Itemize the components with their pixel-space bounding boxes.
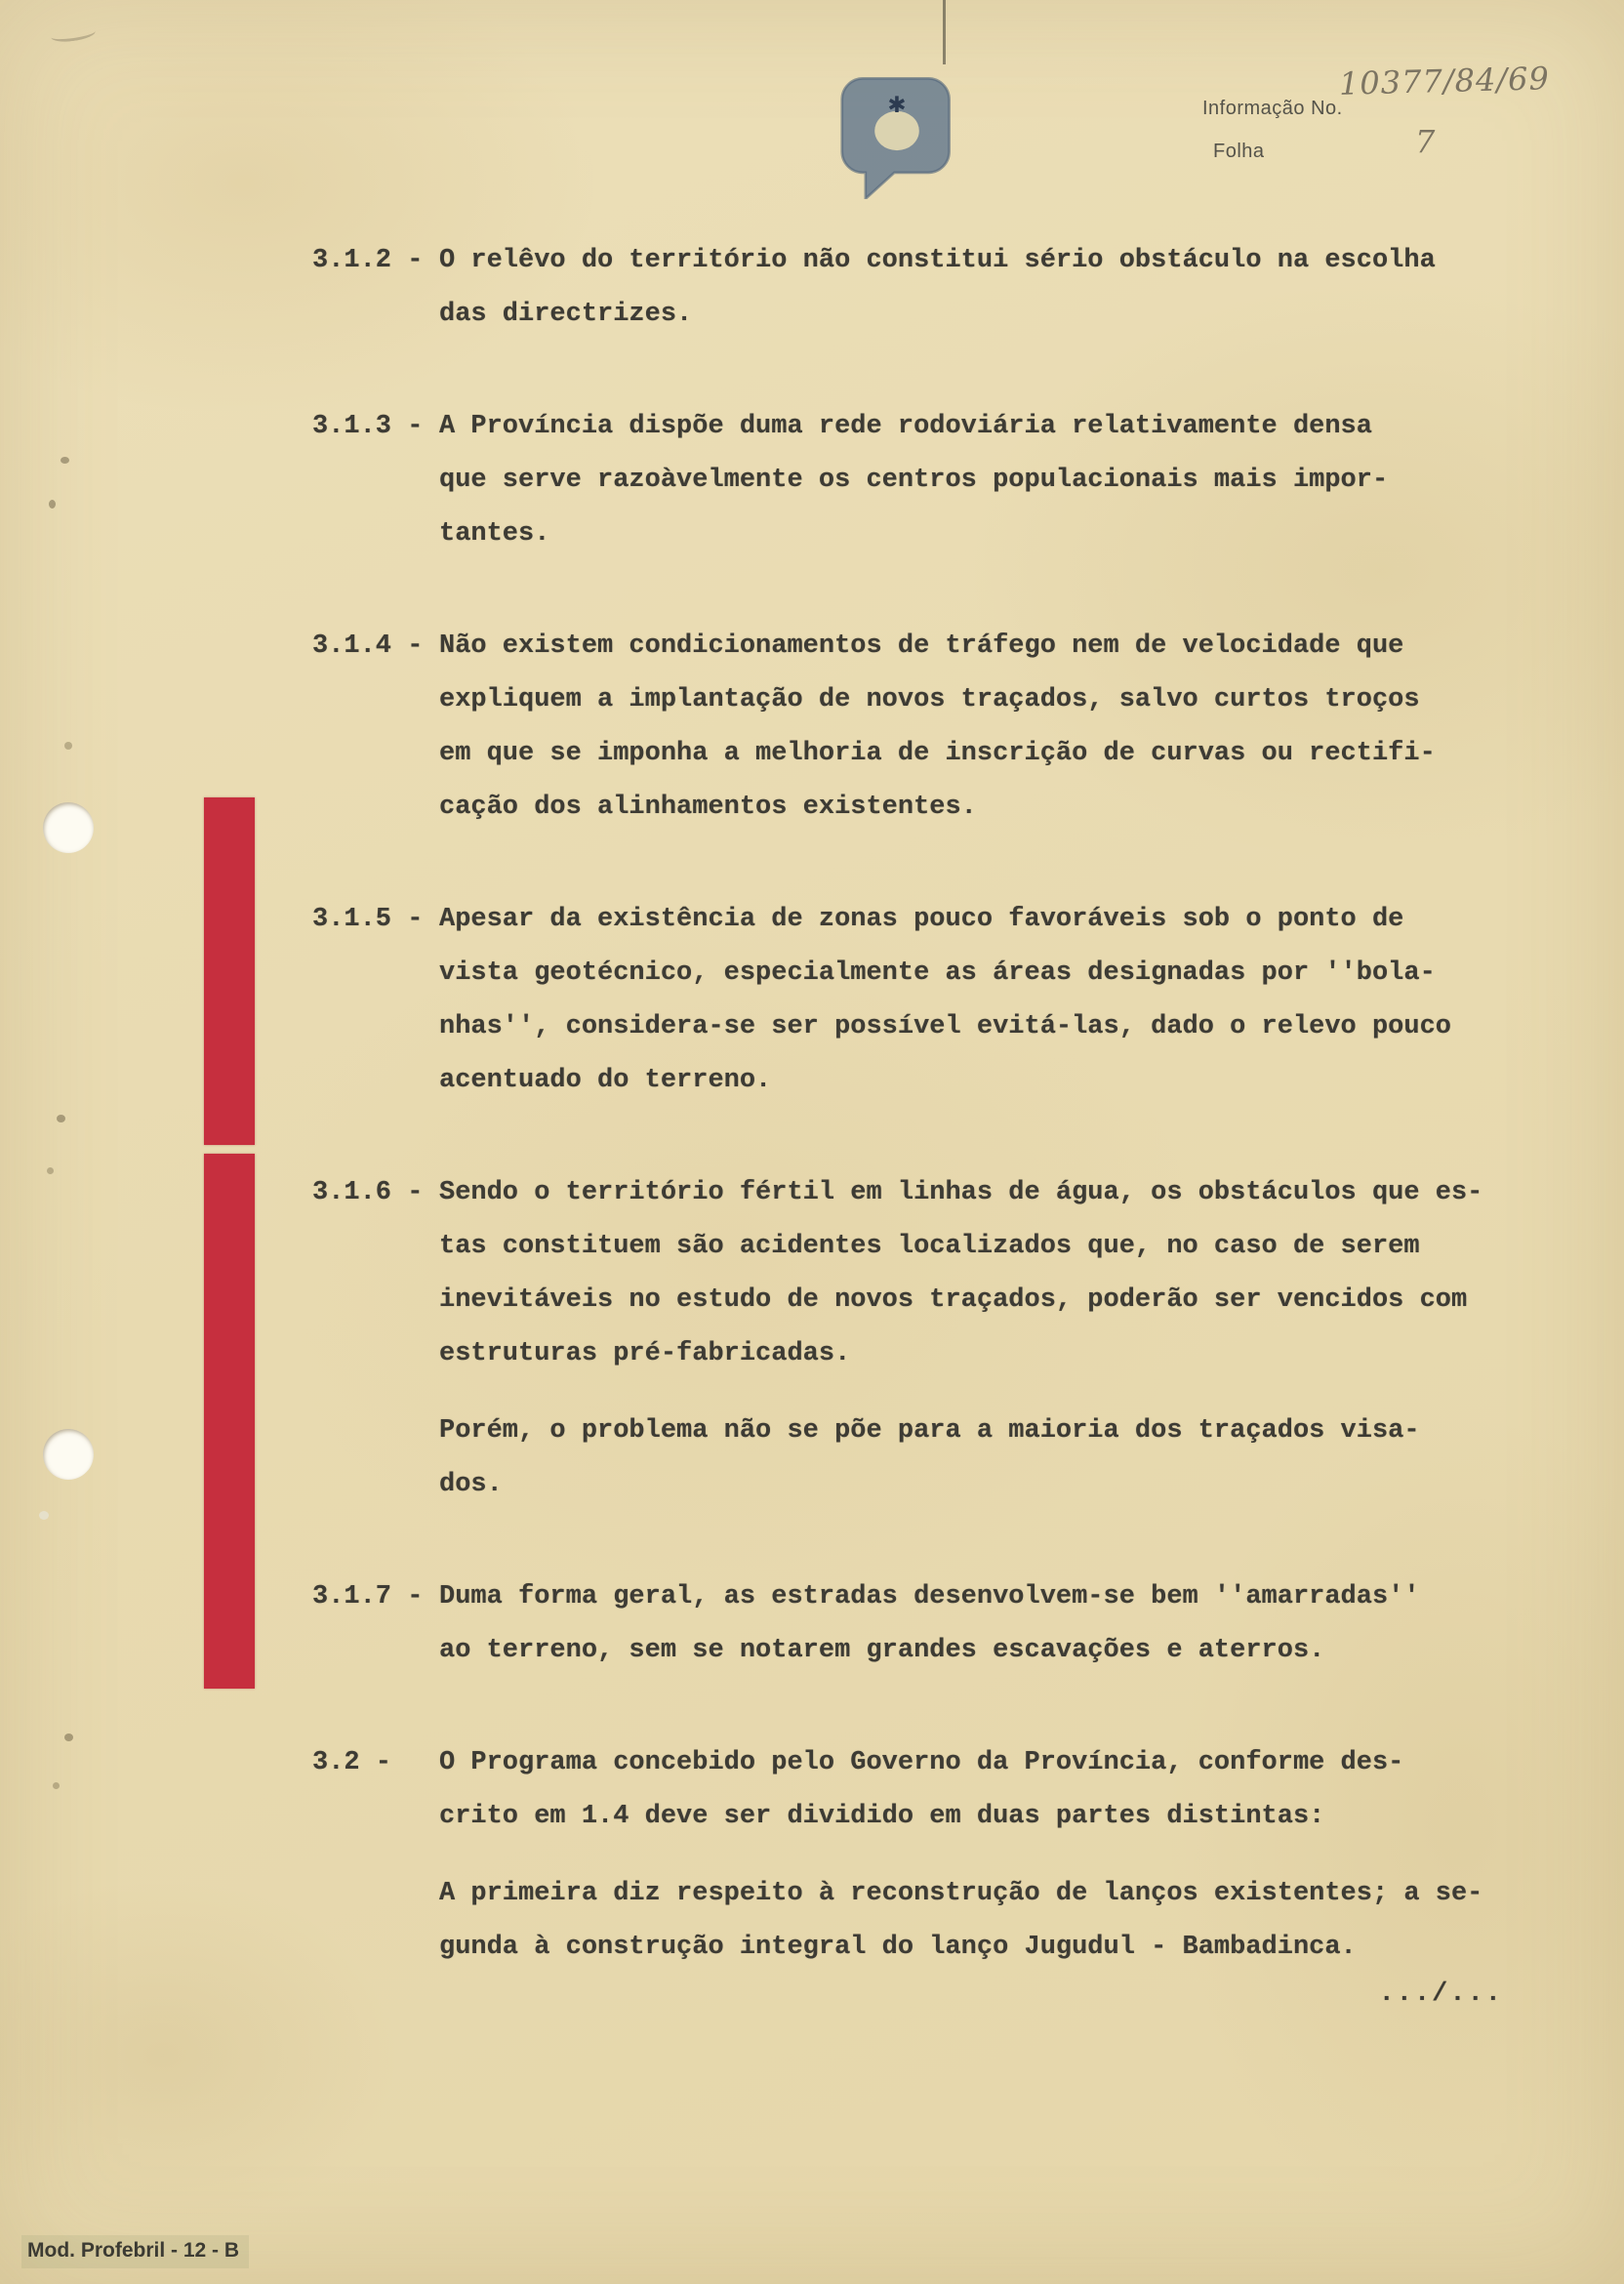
paragraph-main-text: O Programa concebido pelo Governo da Província, conforme des- crito em 1.4 deve ser dividido em duas partes distintas:: [439, 1748, 1404, 1831]
pencil-scribble: [50, 24, 97, 44]
asterisk-stamp-icon: [832, 70, 962, 199]
paragraph-sub-text: Porém, o problema não se põe para a maioria dos traçados visa- dos.: [439, 1416, 1420, 1499]
paragraph-3-2: [312, 1736, 1552, 1975]
paper-speck: [49, 500, 56, 509]
svg-text:✱: ✱: [888, 88, 906, 122]
stamp-logo: [832, 70, 962, 199]
red-margin-bar-top: [204, 797, 255, 1145]
paragraph-number: 3.2 -: [312, 1748, 392, 1777]
paragraph-3-1-5: [312, 893, 1552, 1108]
punch-hole: [43, 802, 94, 853]
informacao-label: Informação No.: [1202, 98, 1343, 119]
paper-speck: [53, 1782, 60, 1789]
paragraph-number: 3.1.7 -: [312, 1582, 424, 1611]
paragraph-number: 3.1.6 -: [312, 1178, 424, 1207]
form-model-label: Mod. Profebril - 12 - B: [21, 2235, 249, 2268]
paragraph-number: 3.1.3 -: [312, 412, 424, 441]
paper-speck: [64, 1733, 73, 1741]
paragraph-sub-text: A primeira diz respeito à reconstrução de lanços existentes; a se- gunda à construção integral do lanço Jugudul - Bambadinca.: [439, 1879, 1483, 1962]
folha-number: 7: [1415, 123, 1437, 160]
paragraph-3-1-3: [312, 400, 1552, 561]
fold-mark: [943, 0, 946, 64]
paragraph-text: O relêvo do território não constitui sério obstáculo na escolha das directrizes.: [439, 246, 1436, 329]
paper-speck: [57, 1115, 65, 1122]
paragraph-number: 3.1.4 -: [312, 632, 424, 661]
paragraph-3-1-2: [312, 234, 1552, 342]
paragraph-text: Apesar da existência de zonas pouco favoráveis sob o ponto de vista geotécnico, especialmente as áreas designadas por ''bola- nhas'', considera-se ser possível evitá-las, dado o relevo pouco acentuado do terreno.: [439, 905, 1451, 1095]
folha-label: Folha: [1213, 141, 1265, 162]
document-body: [312, 234, 1552, 2033]
red-margin-bar-bottom: [204, 1154, 255, 1689]
paragraph-main-text: Sendo o território fértil em linhas de água, os obstáculos que es- tas constituem são acidentes localizados que, no caso de serem inevitáveis no estudo de novos traçados, poderão ser vencidos com estruturas pré-fabricadas.: [439, 1178, 1483, 1368]
paragraph-text: Não existem condicionamentos de tráfego nem de velocidade que expliquem a implantação de novos traçados, salvo curtos troços em que se imponha a melhoria de inscrição de curvas ou rectifi- cação dos alinhamentos existentes.: [439, 632, 1436, 822]
continuation-mark: .../...: [1378, 1979, 1503, 2009]
punch-hole: [43, 1429, 94, 1480]
paragraph-text: [439, 1166, 1552, 1512]
paper-speck: [61, 457, 69, 464]
paragraph-3-1-7: [312, 1570, 1552, 1678]
informacao-number: 10377/84/69: [1338, 60, 1551, 102]
paper-speck: [39, 1511, 49, 1520]
paragraph-number: 3.1.2 -: [312, 246, 424, 275]
paragraph-number: 3.1.5 -: [312, 905, 424, 934]
paragraph-text: [439, 1736, 1552, 1975]
paragraph-3-1-4: [312, 620, 1552, 835]
paragraph-text: A Província dispõe duma rede rodoviária relativamente densa que serve razoàvelmente os centros populacionais mais impor- tantes.: [439, 412, 1389, 549]
paper-speck: [64, 742, 72, 750]
paragraph-text: Duma forma geral, as estradas desenvolvem-se bem ''amarradas'' ao terreno, sem se notarem grandes escavações e aterros.: [439, 1582, 1420, 1665]
paragraph-3-1-6: [312, 1166, 1552, 1512]
paper-speck: [47, 1167, 54, 1174]
